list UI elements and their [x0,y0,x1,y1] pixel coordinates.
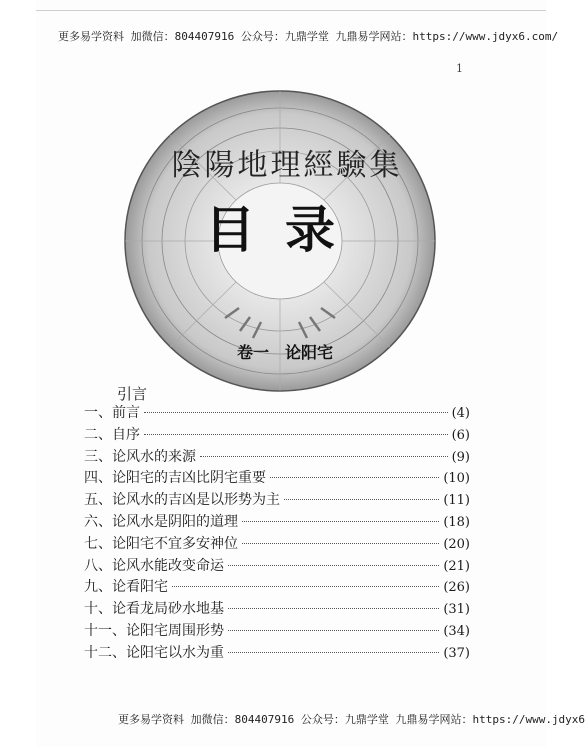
toc-entry-page: (31) [443,602,470,618]
toc-entry[interactable] [84,489,470,511]
toc-entry-title: 八、论风水能改变命运 [84,557,224,574]
toc-entry-page: (26) [443,580,470,596]
toc-entry[interactable] [84,598,470,620]
toc-entry[interactable] [84,467,470,489]
toc-entry-page: (11) [443,493,470,509]
toc-entry-title: 十一、论阳宅周围形势 [84,622,224,639]
toc-entry[interactable] [84,533,470,555]
intro-label: 引言 [117,385,148,403]
toc-entry-title: 二、自序 [84,426,140,443]
dot-leader [284,499,439,500]
toc-entry[interactable] [84,555,470,577]
toc-entry-page: (18) [443,514,470,530]
toc-entry[interactable] [84,424,470,446]
toc-entry-page: (10) [443,471,470,487]
toc-entry-title: 三、论风水的来源 [84,448,196,465]
top-rule [36,10,546,11]
toc-entry-page: (21) [443,558,470,574]
dot-leader [228,630,439,631]
volume-title: 卷一 论阳宅 [236,343,333,362]
dot-leader [172,586,439,587]
footer-note: 更多易学资料 加微信：804407916 公众号：九鼎学堂 九鼎易学网站：https://www.jdyx6 [118,713,586,726]
dot-leader [228,652,439,653]
dot-leader [144,412,448,413]
dot-leader [144,434,448,435]
toc-entry-title: 六、论风水是阴阳的道理 [84,513,238,530]
dot-leader [228,565,439,566]
toc-entry[interactable] [84,620,470,642]
toc-entry[interactable] [84,446,470,468]
toc-entry-page: (34) [443,623,470,639]
contents-heading: 目录 [205,201,365,259]
header-note: 更多易学资料 加微信：804407916 公众号：九鼎学堂 九鼎易学网站：https://www.jdyx6.com/ [58,30,559,43]
toc-entry-page: (4) [451,406,470,421]
toc-entry[interactable] [84,642,470,664]
toc-entry-title: 十、论看龙局砂水地基 [84,601,224,618]
toc-entry-title: 九、论看阳宅 [84,579,168,596]
toc-entry[interactable] [84,511,470,533]
toc-entry-title: 十二、论阳宅以水为重 [84,644,224,661]
table-of-contents [84,402,470,664]
toc-entry-page: (37) [443,645,470,661]
dot-leader [242,521,439,522]
dot-leader [228,608,439,609]
dot-leader [200,456,448,457]
book-title: 陰陽地理經驗集 [171,148,403,183]
toc-entry-title: 五、论风水的吉凶是以形势为主 [84,492,280,509]
toc-entry-title: 七、论阳宅不宜多安神位 [84,535,238,552]
toc-entry[interactable] [84,576,470,598]
dot-leader [242,543,439,544]
page-number: 1 [456,62,463,75]
toc-entry-page: (9) [451,449,470,465]
toc-entry[interactable] [84,402,470,424]
dot-leader [270,477,439,478]
toc-entry-page: (20) [443,536,470,552]
toc-entry-title: 一、前言 [84,405,140,421]
toc-entry-title: 四、论阳宅的吉凶比阴宅重要 [84,470,266,487]
toc-entry-page: (6) [451,427,470,443]
